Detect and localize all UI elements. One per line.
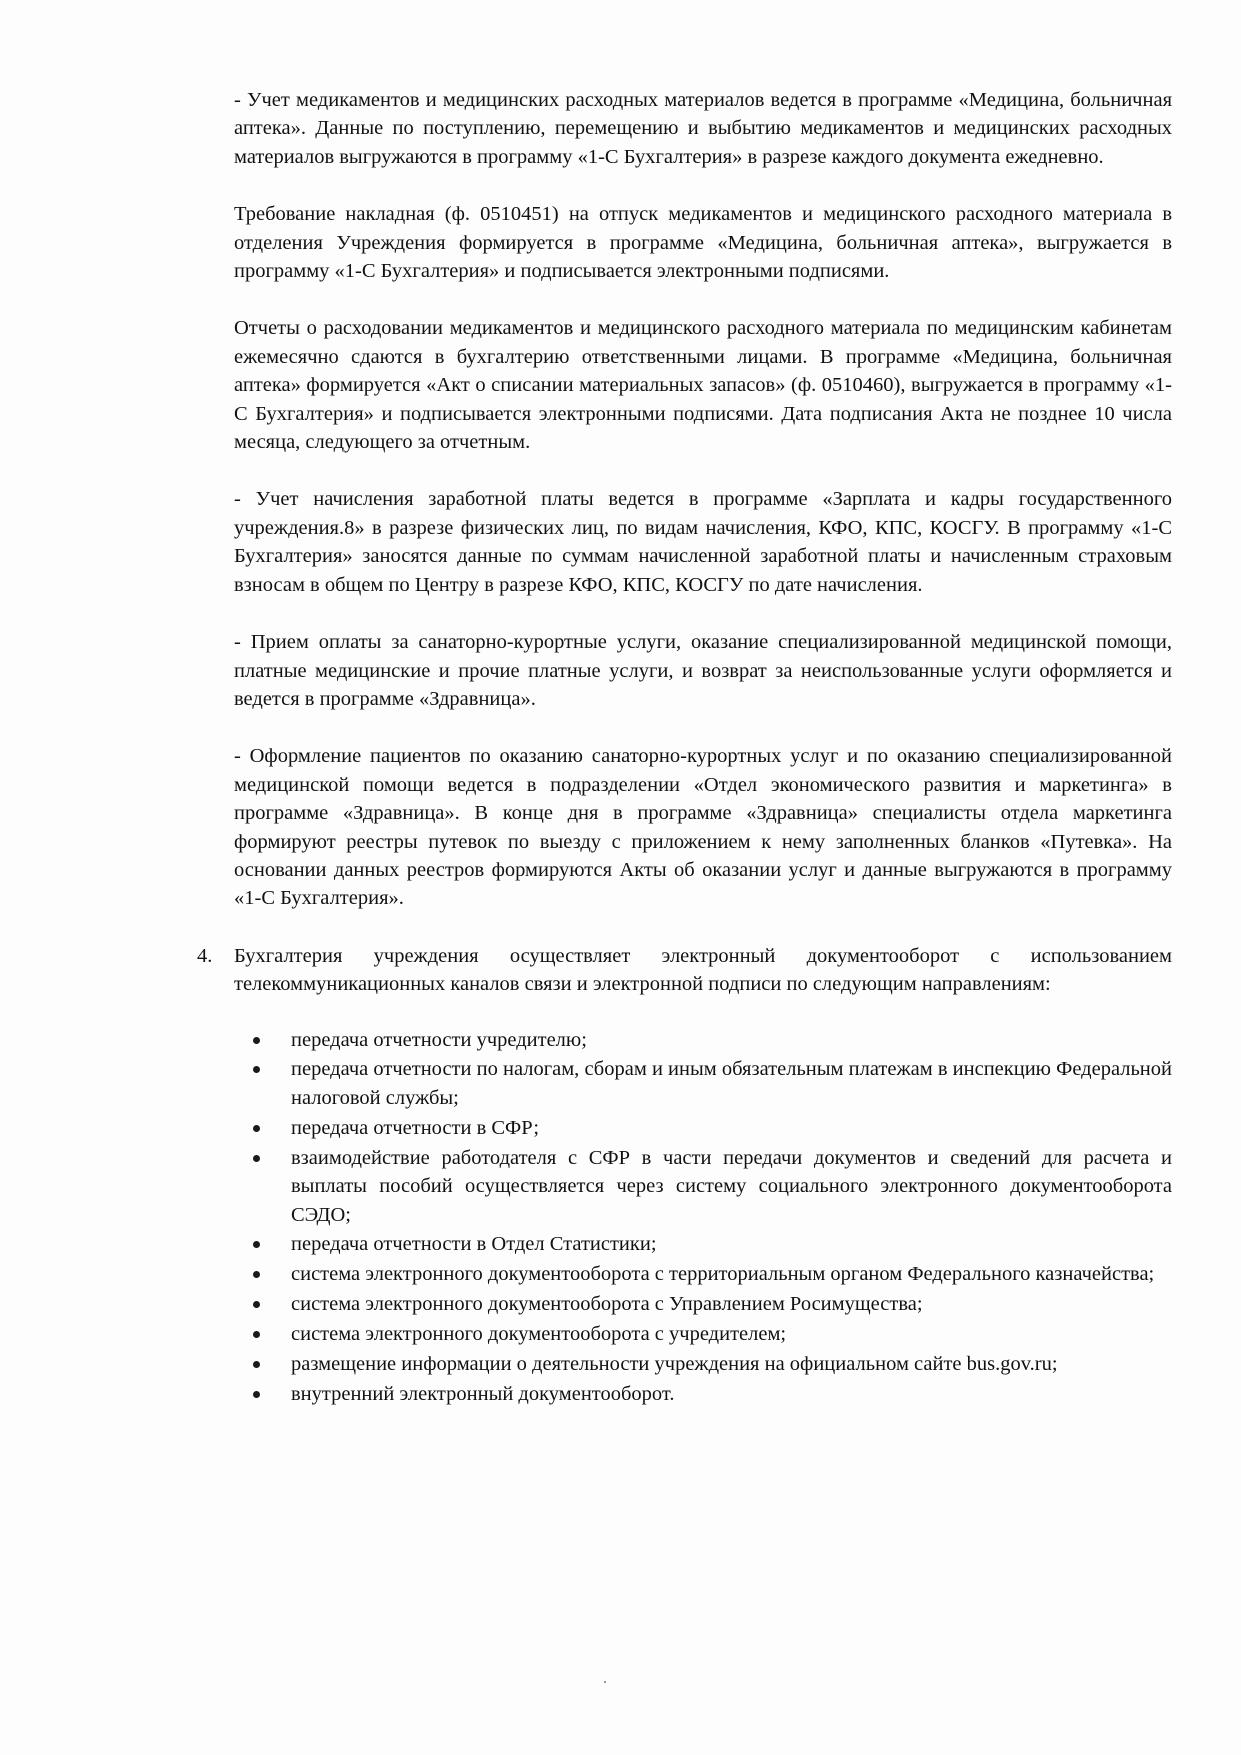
list-item (234, 1026, 1172, 1054)
list-item (234, 1260, 1172, 1288)
list-item (234, 1114, 1172, 1142)
list-item (234, 1290, 1172, 1318)
paragraph-requisition-invoice: Требование накладная (ф. 0510451) на отпуск медикаментов и медицинского расходного материала в отделения Учреждения формируется в программе «Медицина, больничная аптека», выгружается в программу «1-С Бухгалтерия» и подписывается электронными подписями. (234, 203, 1172, 283)
list-item-text: система электронного документооборота с территориальным органом Федерального казначейства; (291, 1263, 1155, 1286)
list-item-text: передача отчетности учредителю; (291, 1028, 587, 1051)
list-item-text: взаимодействие работодателя с СФР в части передачи документов и сведений для расчета и выплаты пособий осуществляется через систему социального электронного документооборота СЭДО; (291, 1146, 1172, 1226)
list-item (234, 1320, 1172, 1348)
paragraph-medicine-accounting: - Учет медикаментов и медицинских расходных материалов ведется в программе «Медицина, больничная аптека». Данные по поступлению, перемещению и выбытию медикаментов и медицинских расходных материалов выгружаются в программу «1-С Бухгалтерия» в разрезе каждого документа ежедневно. (234, 89, 1172, 168)
bullet-icon (253, 1066, 260, 1073)
paragraph-patient-registration: - Оформление пациентов по оказанию санаторно-курортных услуг и по оказанию специализированной медицинской помощи ведется в подразделении «Отдел экономического развития и маркетинга» в программе «Здравница». В конце дня в программе «Здравница» специалисты отдела маркетинга формируют реестры путевок по выезду с приложением к нему заполненных бланков «Путевка». На основании данных реестров формируются Акты об оказании услуг и данные выгружаются в программу «1-С Бухгалтерия». (234, 745, 1172, 910)
list-item (234, 1230, 1172, 1258)
scan-speck (604, 1681, 606, 1683)
list-item (234, 1350, 1172, 1378)
list-item-text: внутренний электронный документооборот. (291, 1382, 675, 1405)
list-item (234, 1055, 1172, 1112)
list-item-text: передача отчетности в СФР; (291, 1116, 540, 1139)
bullet-icon (253, 1271, 260, 1278)
paragraph-payment-acceptance: - Прием оплаты за санаторно-курортные услуги, оказание специализированной медицинской помощи, платные медицинские и прочие платные услуги, и возврат за неиспользованные услуги оформляется и ведется в программе «Здравница». (234, 631, 1172, 710)
bullet-icon (253, 1037, 260, 1044)
list-item-text: передача отчетности в Отдел Статистики; (291, 1233, 657, 1256)
document-body (197, 86, 1172, 1410)
bullet-icon (253, 1155, 260, 1162)
section-4 (197, 942, 1172, 999)
section-4-number: 4. (197, 944, 213, 967)
bullet-icon (253, 1241, 260, 1248)
bullet-icon (253, 1361, 260, 1368)
bullet-icon (253, 1391, 260, 1398)
list-item (234, 1380, 1172, 1408)
paragraph-expense-reports: Отчеты о расходовании медикаментов и медицинского расходного материала по медицинским кабинетам ежемесячно сдаются в бухгалтерию ответственными лицами. В программе «Медицина, больничная аптека» формируется «Акт о списании материальных запасов» (ф. 0510460), выгружается в программу «1-С Бухгалтерия» и подписывается электронными подписями. Дата подписания Акта не позднее 10 числа месяца, следующего за отчетным. (234, 317, 1172, 454)
section-4-text: Бухгалтерия учреждения осуществляет электронный документооборот с использованием телекоммуникационных каналов связи и электронной подписи по следующим направлениям: (234, 944, 1172, 996)
list-item-text: система электронного документооборота с учредителем; (291, 1323, 787, 1346)
list-item (234, 1144, 1172, 1229)
list-item-text: размещение информации о деятельности учреждения на официальном сайте bus.gov.ru; (291, 1353, 1058, 1376)
paragraph-payroll: - Учет начисления заработной платы ведется в программе «Зарплата и кадры государственного учреждения.8» в разрезе физических лиц, по видам начисления, КФО, КПС, КОСГУ. В программу «1-С Бухгалтерия» заносятся данные по суммам начисленной заработной платы и начисленным страховым взносам в общем по Центру в разрезе КФО, КПС, КОСГУ по дате начисления. (234, 488, 1172, 596)
edo-directions-list (234, 1026, 1172, 1409)
list-item-text: система электронного документооборота с Управлением Росимущества; (291, 1293, 923, 1316)
bullet-icon (253, 1125, 260, 1132)
bullet-icon (253, 1331, 260, 1338)
list-item-text: передача отчетности по налогам, сборам и иным обязательным платежам в инспекцию Федеральной налоговой службы; (291, 1058, 1172, 1109)
bullet-icon (253, 1301, 260, 1308)
